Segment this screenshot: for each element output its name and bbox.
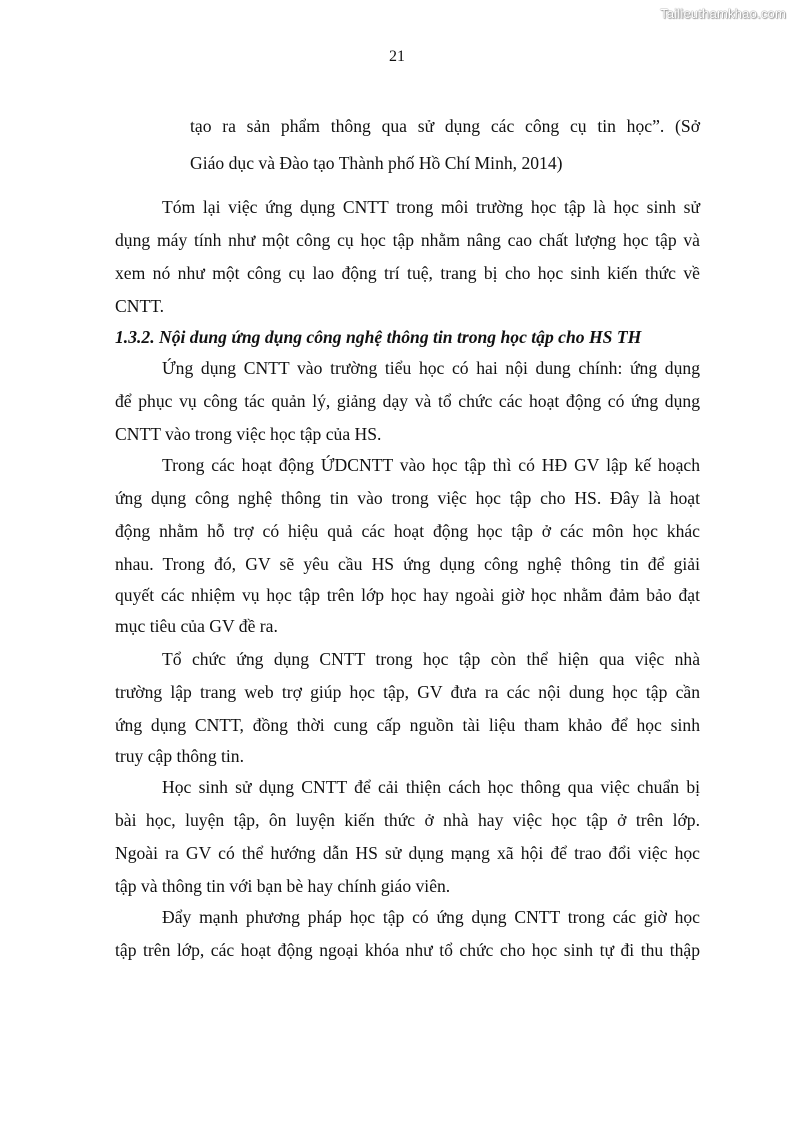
- paragraph-line: Tóm lại việc ứng dụng CNTT trong môi trường học tập là học sinh sử: [162, 197, 700, 217]
- section-heading: 1.3.2. Nội dung ứng dụng công nghệ thông tin trong học tập cho HS TH: [115, 327, 642, 347]
- paragraph-line: ứng dụng công nghệ thông tin vào trong việc học tập cho HS. Đây là hoạt: [115, 488, 700, 508]
- paragraph-line: dụng máy tính như một công cụ học tập nhằm nâng cao chất lượng học tập và: [115, 230, 700, 250]
- paragraph-line: CNTT.: [115, 296, 165, 316]
- paragraph-line: xem nó như một công cụ lao động trí tuệ, trang bị cho học sinh kiến thức về: [115, 263, 700, 283]
- paragraph-line: động nhằm hỗ trợ có hiệu quả các hoạt động học tập ở các môn học khác: [115, 521, 700, 541]
- paragraph-line: Học sinh sử dụng CNTT để cải thiện cách học thông qua việc chuẩn bị: [162, 777, 700, 797]
- paragraph-line: nhau. Trong đó, GV sẽ yêu cầu HS ứng dụng công nghệ thông tin để giải: [115, 554, 700, 574]
- paragraph-line: Trong các hoạt động ỨDCNTT vào học tập thì có HĐ GV lập kế hoạch: [162, 455, 700, 475]
- quote-line: tạo ra sản phẩm thông qua sử dụng các công cụ tin học”. (Sở: [190, 116, 700, 136]
- paragraph-line: CNTT vào trong việc học tập của HS.: [115, 424, 382, 444]
- quote-line: Giáo dục và Đào tạo Thành phố Hồ Chí Minh, 2014): [190, 153, 563, 173]
- paragraph-line: tập trên lớp, các hoạt động ngoại khóa như tổ chức cho học sinh tự đi thu thập: [115, 940, 700, 960]
- paragraph-line: trường lập trang web trợ giúp học tập, GV đưa ra các nội dung học tập cần: [115, 682, 700, 702]
- paragraph-line: tập và thông tin với bạn bè hay chính giáo viên.: [115, 876, 451, 896]
- watermark-text: Tailieuthamkhao.com: [660, 6, 786, 21]
- paragraph-line: quyết các nhiệm vụ học tập trên lớp học hay ngoài giờ học nhằm đảm bảo đạt: [115, 585, 700, 605]
- paragraph-line: Tổ chức ứng dụng CNTT trong học tập còn thể hiện qua việc nhà: [162, 649, 700, 669]
- paragraph-line: mục tiêu của GV đề ra.: [115, 616, 278, 636]
- paragraph-line: để phục vụ công tác quản lý, giảng dạy và tổ chức các hoạt động có ứng dụng: [115, 391, 700, 411]
- paragraph-line: truy cập thông tin.: [115, 746, 244, 766]
- paragraph-line: Ứng dụng CNTT vào trường tiểu học có hai nội dung chính: ứng dụng: [162, 358, 700, 378]
- paragraph-line: Ngoài ra GV có thể hướng dẫn HS sử dụng mạng xã hội để trao đổi việc học: [115, 843, 700, 863]
- paragraph-line: Đẩy mạnh phương pháp học tập có ứng dụng CNTT trong các giờ học: [162, 907, 700, 927]
- paragraph-line: bài học, luyện tập, ôn luyện kiến thức ở nhà hay việc học tập ở trên lớp.: [115, 810, 700, 830]
- paragraph-line: ứng dụng CNTT, đồng thời cung cấp nguồn tài liệu tham khảo để học sinh: [115, 715, 700, 735]
- page-number: 21: [389, 48, 405, 65]
